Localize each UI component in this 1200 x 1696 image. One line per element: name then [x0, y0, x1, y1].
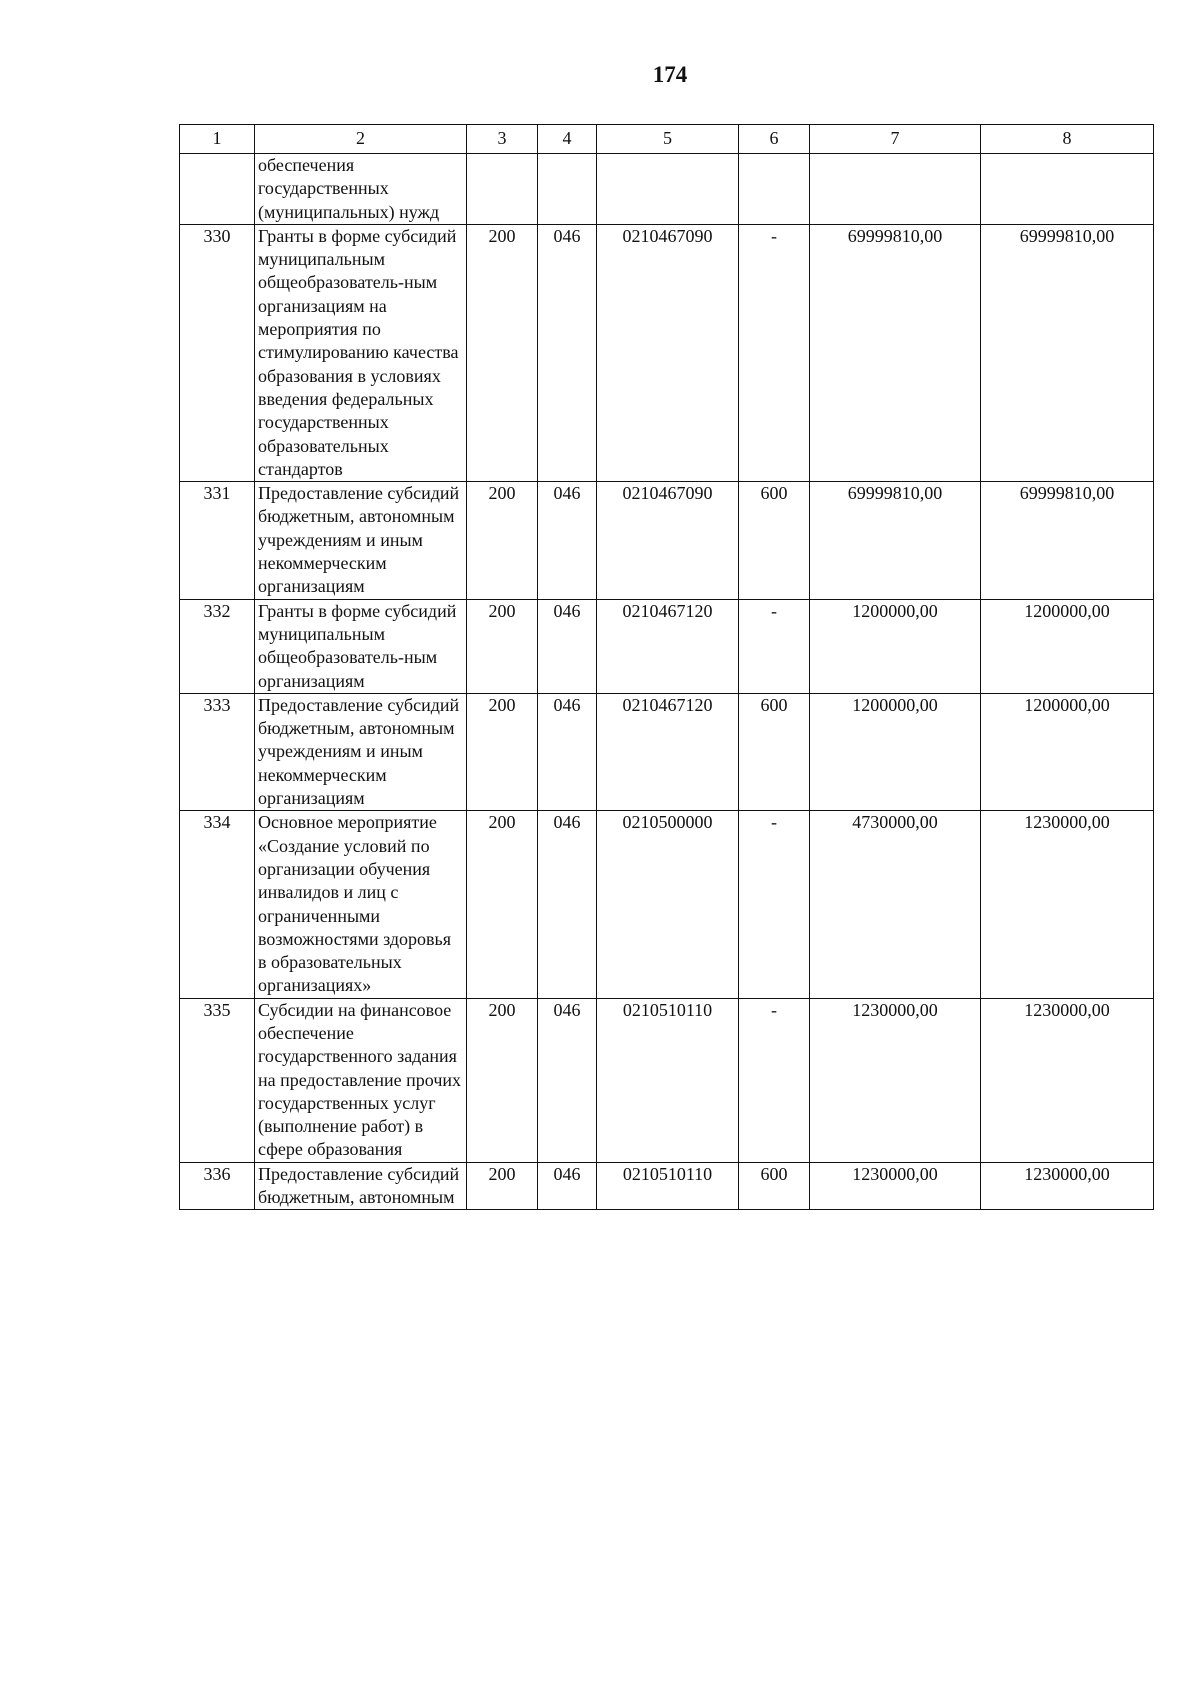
- row-cell-4: 046: [538, 693, 597, 810]
- row-cell-3: 200: [467, 693, 538, 810]
- row-cell-6: [739, 154, 810, 225]
- column-header: 6: [739, 125, 810, 154]
- row-cell-8: 69999810,00: [981, 482, 1154, 599]
- row-cell-3: 200: [467, 482, 538, 599]
- table-row: [180, 599, 1154, 693]
- table-row: [180, 154, 1154, 225]
- row-cell-3: 200: [467, 998, 538, 1162]
- row-number: 334: [180, 811, 255, 998]
- row-cell-5: 0210467120: [597, 599, 739, 693]
- row-cell-8: 1200000,00: [981, 693, 1154, 810]
- row-name: Предоставление субсидий бюджетным, автономным учреждениям и иным некоммерческим организациям: [255, 482, 467, 599]
- row-cell-8: 69999810,00: [981, 224, 1154, 481]
- table-row: [180, 482, 1154, 599]
- row-cell-6: -: [739, 998, 810, 1162]
- row-cell-4: 046: [538, 482, 597, 599]
- row-cell-5: 0210467090: [597, 224, 739, 481]
- table-row: [180, 224, 1154, 481]
- row-cell-6: -: [739, 224, 810, 481]
- row-cell-5: 0210510110: [597, 998, 739, 1162]
- row-name: Гранты в форме субсидий муниципальным общеобразователь-ным организациям: [255, 599, 467, 693]
- row-cell-6: 600: [739, 482, 810, 599]
- row-number: [180, 154, 255, 225]
- row-cell-3: 200: [467, 599, 538, 693]
- row-cell-4: 046: [538, 811, 597, 998]
- row-cell-3: 200: [467, 224, 538, 481]
- row-name: Гранты в форме субсидий муниципальным общеобразователь-ным организациям на мероприятия по стимулированию качества образования в условиях введения федеральных государственных образовательных стандартов: [255, 224, 467, 481]
- row-name: обеспечения государственных (муниципальных) нужд: [255, 154, 467, 225]
- table-row: [180, 811, 1154, 998]
- row-cell-7: 1230000,00: [810, 1162, 981, 1210]
- table-row: [180, 998, 1154, 1162]
- table-row: [180, 693, 1154, 810]
- column-header: 4: [538, 125, 597, 154]
- row-cell-3: 200: [467, 811, 538, 998]
- budget-table: [179, 124, 1154, 1210]
- row-cell-4: [538, 154, 597, 225]
- row-cell-7: [810, 154, 981, 225]
- row-number: 335: [180, 998, 255, 1162]
- row-cell-6: 600: [739, 693, 810, 810]
- column-header: 1: [180, 125, 255, 154]
- row-cell-7: 4730000,00: [810, 811, 981, 998]
- column-header: 2: [255, 125, 467, 154]
- row-cell-6: 600: [739, 1162, 810, 1210]
- table-row: [180, 1162, 1154, 1210]
- row-name: Субсидии на финансовое обеспечение государственного задания на предоставление прочих государственных услуг (выполнение работ) в сфере образования: [255, 998, 467, 1162]
- row-cell-3: 200: [467, 1162, 538, 1210]
- row-cell-8: 1230000,00: [981, 1162, 1154, 1210]
- row-cell-7: 69999810,00: [810, 482, 981, 599]
- row-cell-8: 1230000,00: [981, 998, 1154, 1162]
- row-cell-4: 046: [538, 998, 597, 1162]
- row-cell-7: 1230000,00: [810, 998, 981, 1162]
- row-cell-8: [981, 154, 1154, 225]
- row-cell-5: 0210467120: [597, 693, 739, 810]
- row-number: 336: [180, 1162, 255, 1210]
- row-number: 332: [180, 599, 255, 693]
- row-cell-4: 046: [538, 224, 597, 481]
- row-cell-6: -: [739, 599, 810, 693]
- header-row: [180, 125, 1154, 154]
- row-cell-5: [597, 154, 739, 225]
- column-header: 5: [597, 125, 739, 154]
- row-number: 330: [180, 224, 255, 481]
- row-cell-5: 0210500000: [597, 811, 739, 998]
- row-cell-5: 0210467090: [597, 482, 739, 599]
- row-cell-8: 1200000,00: [981, 599, 1154, 693]
- row-number: 333: [180, 693, 255, 810]
- row-cell-8: 1230000,00: [981, 811, 1154, 998]
- row-cell-6: -: [739, 811, 810, 998]
- row-name: Предоставление субсидий бюджетным, автономным учреждениям и иным некоммерческим организациям: [255, 693, 467, 810]
- row-cell-4: 046: [538, 599, 597, 693]
- row-name: Предоставление субсидий бюджетным, автономным: [255, 1162, 467, 1210]
- row-cell-7: 69999810,00: [810, 224, 981, 481]
- row-cell-7: 1200000,00: [810, 599, 981, 693]
- column-header: 7: [810, 125, 981, 154]
- page-number: 174: [652, 62, 688, 87]
- column-header: 3: [467, 125, 538, 154]
- row-name: Основное мероприятие «Создание условий по организации обучения инвалидов и лиц с ограниченными возможностями здоровья в образовательных организациях»: [255, 811, 467, 998]
- row-cell-3: [467, 154, 538, 225]
- row-number: 331: [180, 482, 255, 599]
- row-cell-5: 0210510110: [597, 1162, 739, 1210]
- row-cell-7: 1200000,00: [810, 693, 981, 810]
- column-header: 8: [981, 125, 1154, 154]
- row-cell-4: 046: [538, 1162, 597, 1210]
